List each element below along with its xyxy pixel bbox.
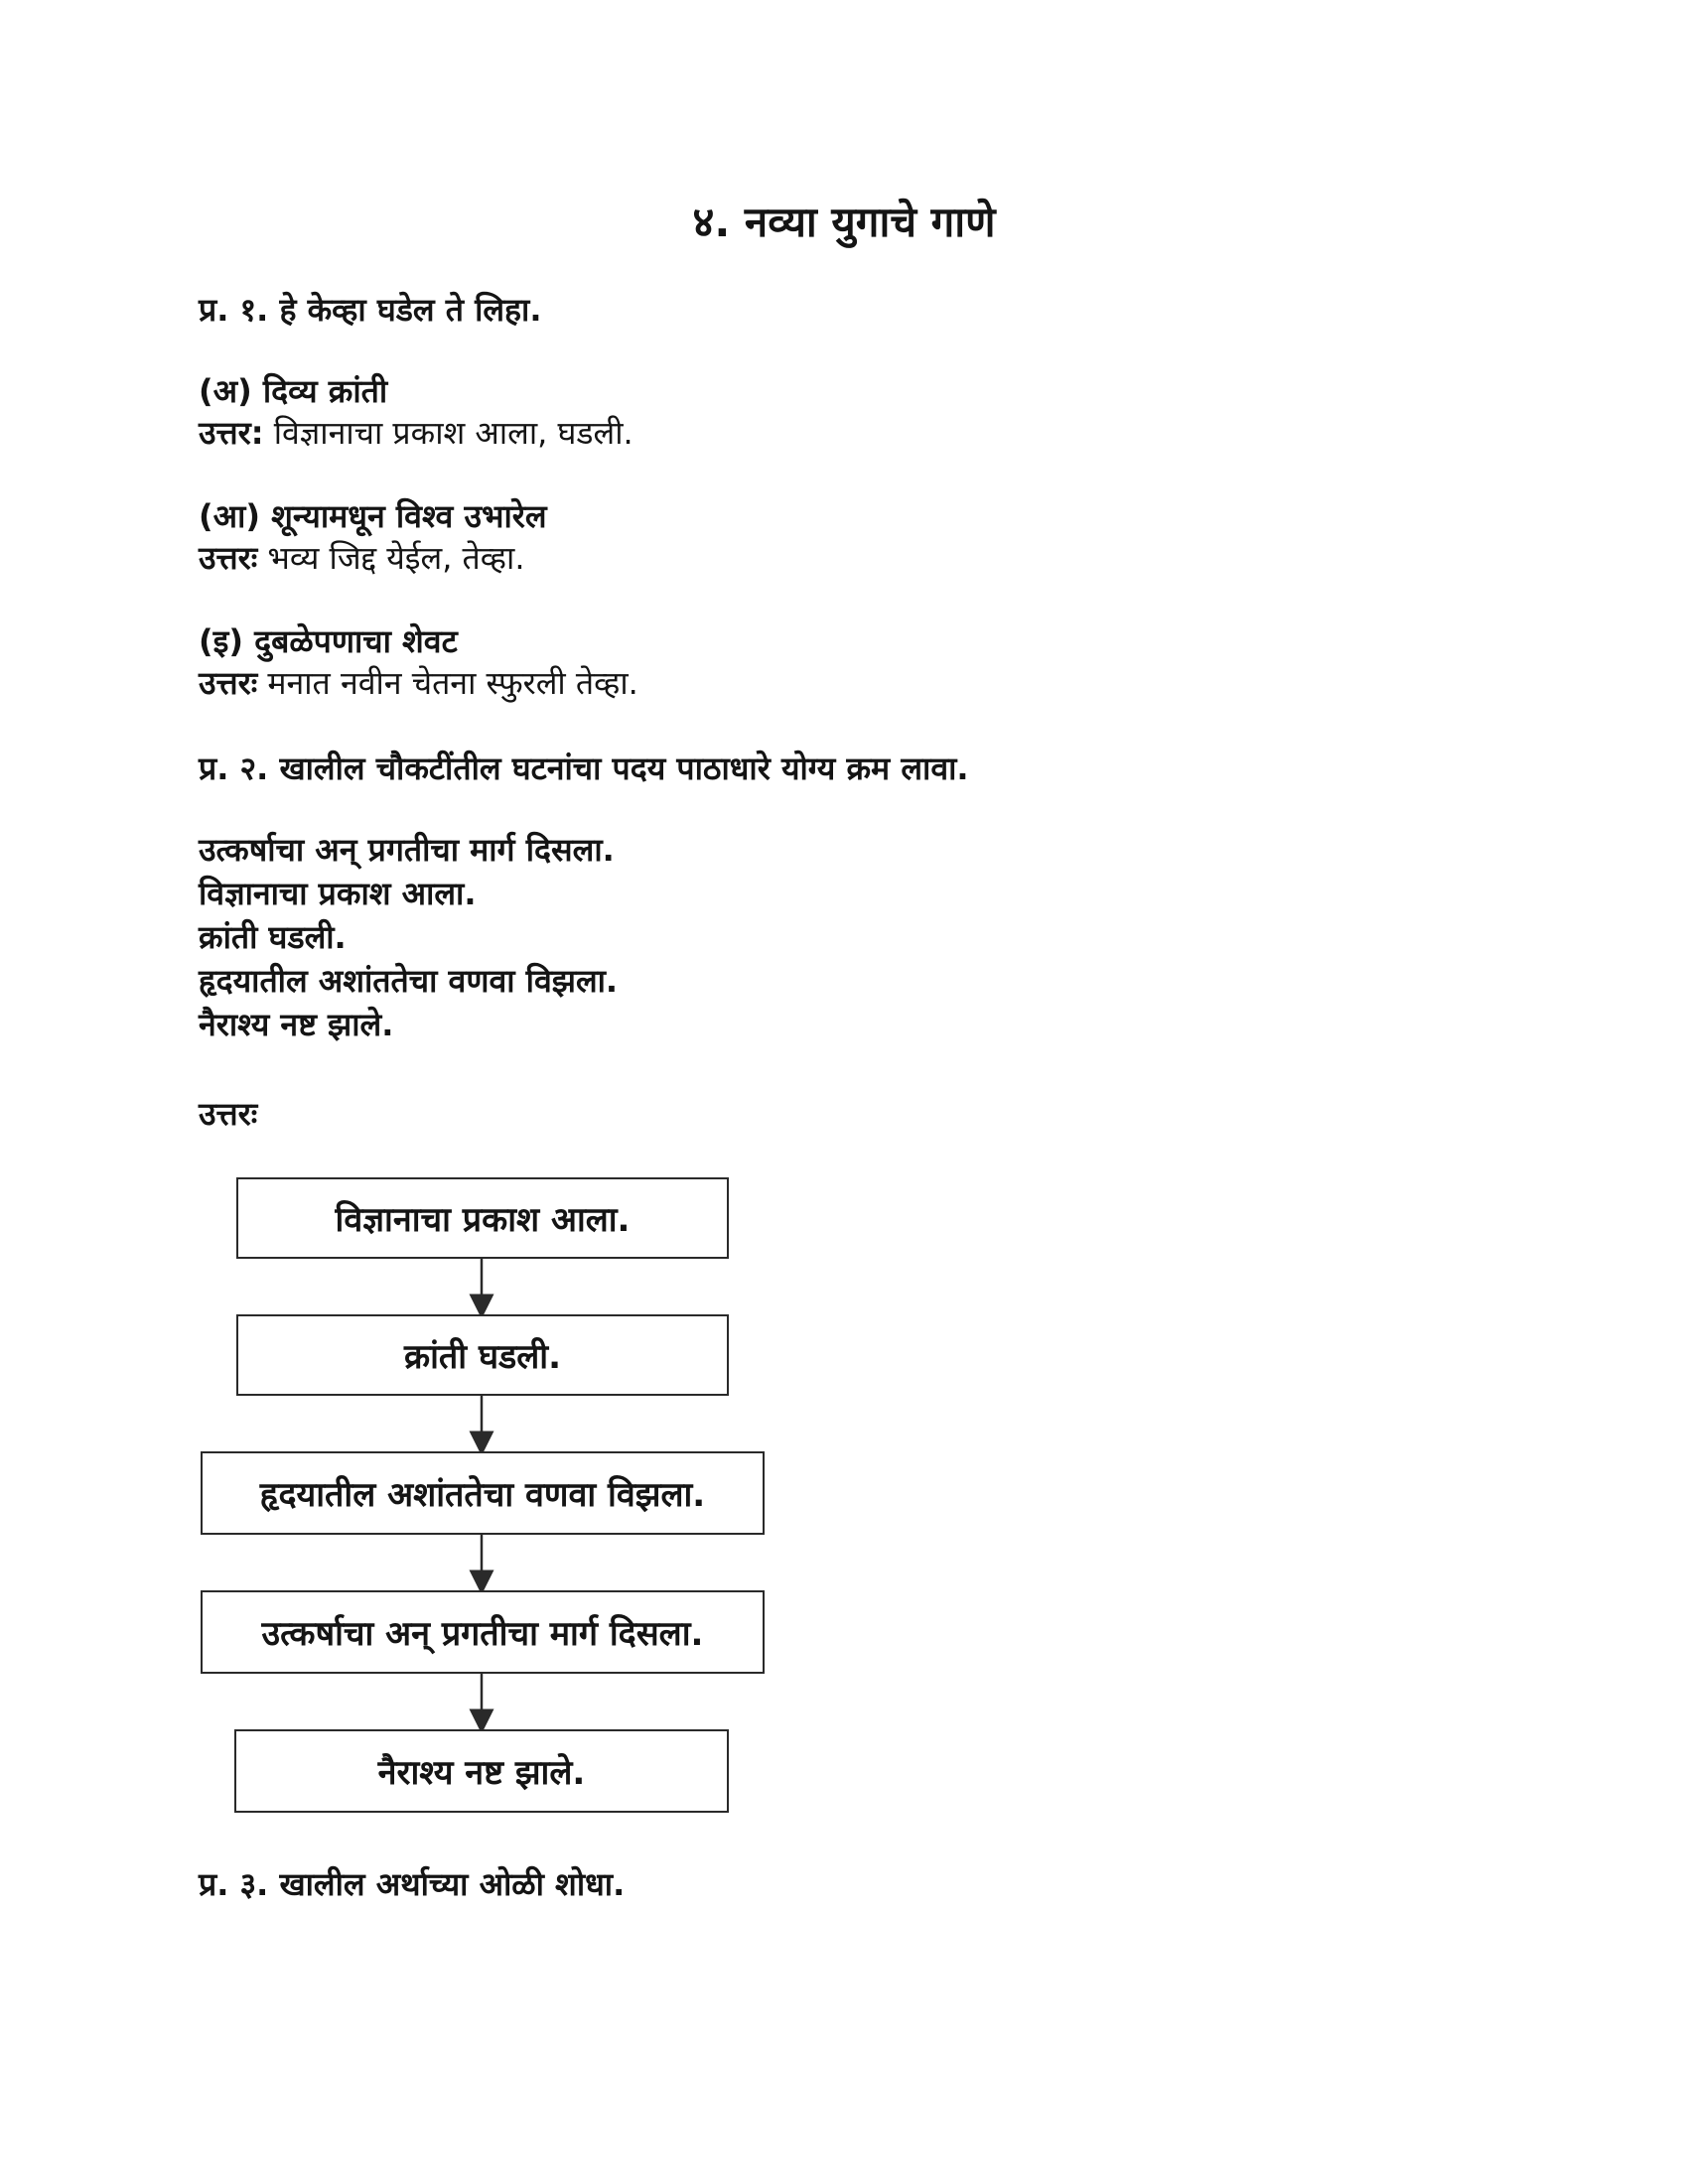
flow-box-5: नैराश्य नष्ट झाले. [234,1729,729,1813]
answer-prefix: उत्तरः [199,664,258,702]
answer-label: उत्तरः [199,1095,258,1133]
event-item: क्रांती घडली. [199,918,347,956]
q1-item-b-answer [199,536,525,580]
event-item: विज्ञानाचा प्रकाश आला. [199,875,477,912]
flow-box-3: हृदयातील अशांततेचा वणवा विझला. [201,1451,765,1535]
question-1: प्र. १. हे केव्हा घडेल ते लिहा. [199,291,542,329]
answer-prefix: उत्तरः [199,539,258,577]
event-item: नैराश्य नष्ट झाले. [199,1006,394,1043]
event-item: हृदयातील अशांततेचा वणवा विझला. [199,962,619,1000]
event-item: उत्कर्षाचा अन् प्रगतीचा मार्ग दिसला. [199,831,615,869]
q1-item-c-label: (इ) दुबळेपणाचा शेवट [199,622,458,660]
q1-item-b-label: (आ) शून्यामधून विश्व उभारेल [199,497,547,535]
question-2: प्र. २. खालील चौकटींतील घटनांचा पदय पाठाधारे योग्य क्रम लावा. [199,750,969,787]
q1-item-a-answer [199,411,633,455]
flow-box-1: विज्ञानाचा प्रकाश आला. [236,1177,729,1259]
answer-text: मनात नवीन चेतना स्फुरली तेव्हा. [257,664,638,702]
q1-item-a-label: (अ) दिव्य क्रांती [199,372,388,410]
q1-item-c-answer [199,661,638,705]
flow-box-2: क्रांती घडली. [236,1314,729,1396]
flow-box-4: उत्कर्षाचा अन् प्रगतीचा मार्ग दिसला. [201,1590,765,1674]
answer-prefix: उत्तर: [199,414,264,452]
answer-text: भव्य जिद्द येईल, तेव्हा. [257,539,525,577]
page-title: ४. नव्या युगाचे गाणे [692,198,996,246]
answer-text: विज्ञानाचा प्रकाश आला, घडली. [263,414,633,452]
question-3: प्र. ३. खालील अर्थाच्या ओळी शोधा. [199,1865,626,1903]
